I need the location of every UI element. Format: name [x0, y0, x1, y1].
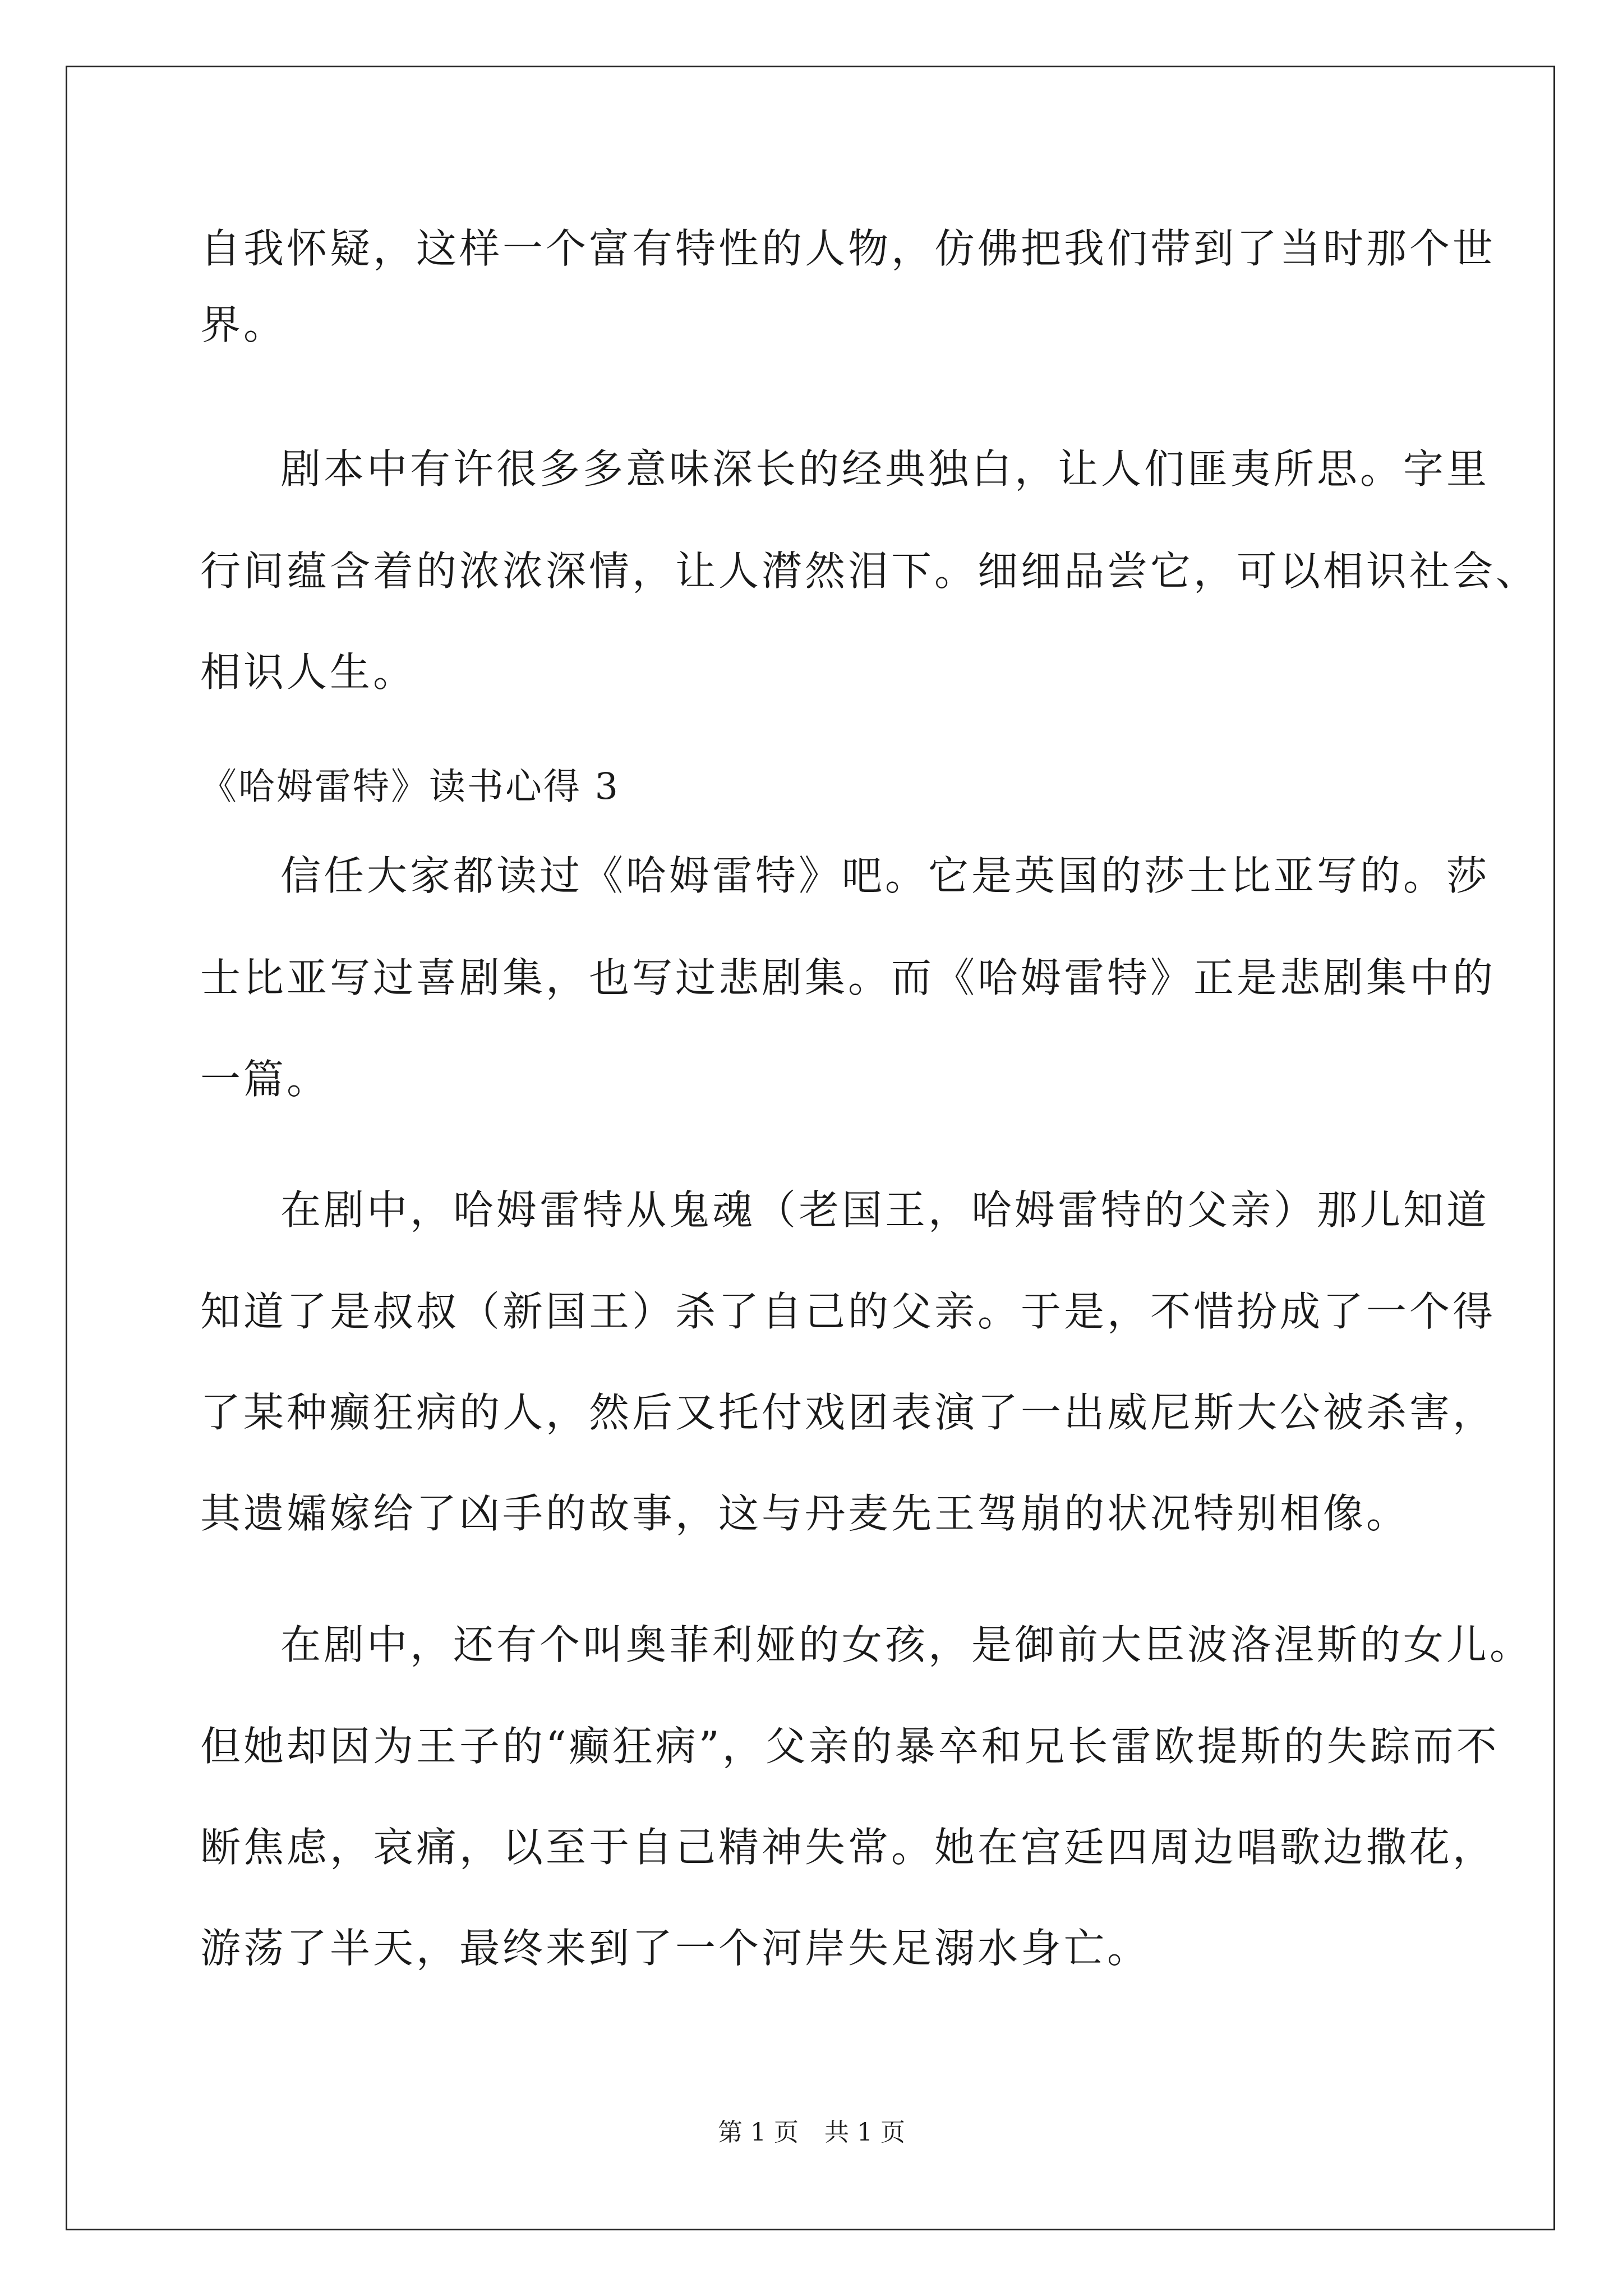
text-line: 行间蕴含着的浓浓深情，让人潸然泪下。细细品尝它，可以相识社会、: [200, 547, 1539, 595]
text-line: 断焦虑，哀痛，以至于自己精神失常。她在宫廷四周边唱歌边撒花，: [200, 1824, 1496, 1871]
text-line: 一篇。: [200, 1056, 330, 1103]
text-line: 自我怀疑，这样一个富有特性的人物，仿佛把我们带到了当时那个世: [200, 225, 1496, 272]
text-line: 游荡了半天，最终来到了一个河岸失足溺水身亡。: [200, 1925, 1151, 1972]
text-line: 了某种癫狂病的人，然后又托付戏团表演了一出威尼斯大公被杀害，: [200, 1389, 1496, 1436]
paragraph-first-line: 在剧中，还有个叫奥菲利娅的女孩，是御前大臣波洛涅斯的女儿。: [280, 1621, 1533, 1668]
text-line: 士比亚写过喜剧集，也写过悲剧集。而《哈姆雷特》正是悲剧集中的: [200, 954, 1496, 1001]
page-number-current: 第 1 页: [718, 2118, 799, 2147]
page-border: [66, 66, 1555, 2230]
paragraph-first-line: 剧本中有许很多多意味深长的经典独白，让人们匪夷所思。字里: [280, 445, 1490, 493]
text-line: 但她却因为王子的“癫狂病”，父亲的暴卒和兄长雷欧提斯的失踪而不: [200, 1723, 1500, 1770]
text-line: 界。: [200, 301, 287, 348]
text-line: 知道了是叔叔（新国王）杀了自己的父亲。于是，不惜扮成了一个得: [200, 1288, 1496, 1335]
paragraph-first-line: 信任大家都读过《哈姆雷特》吧。它是英国的莎士比亚写的。莎: [280, 852, 1490, 899]
paragraph-first-line: 在剧中，哈姆雷特从鬼魂（老国王，哈姆雷特的父亲）那儿知道: [280, 1186, 1490, 1234]
text-line: 相识人生。: [200, 648, 417, 696]
page-footer: [0, 2120, 1623, 2145]
page-number-total: 共 1 页: [824, 2118, 905, 2147]
text-line: 其遗孀嫁给了凶手的故事，这与丹麦先王驾崩的状况特别相像。: [200, 1490, 1410, 1537]
section-heading: 《哈姆雷特》读书心得 3: [200, 766, 620, 808]
